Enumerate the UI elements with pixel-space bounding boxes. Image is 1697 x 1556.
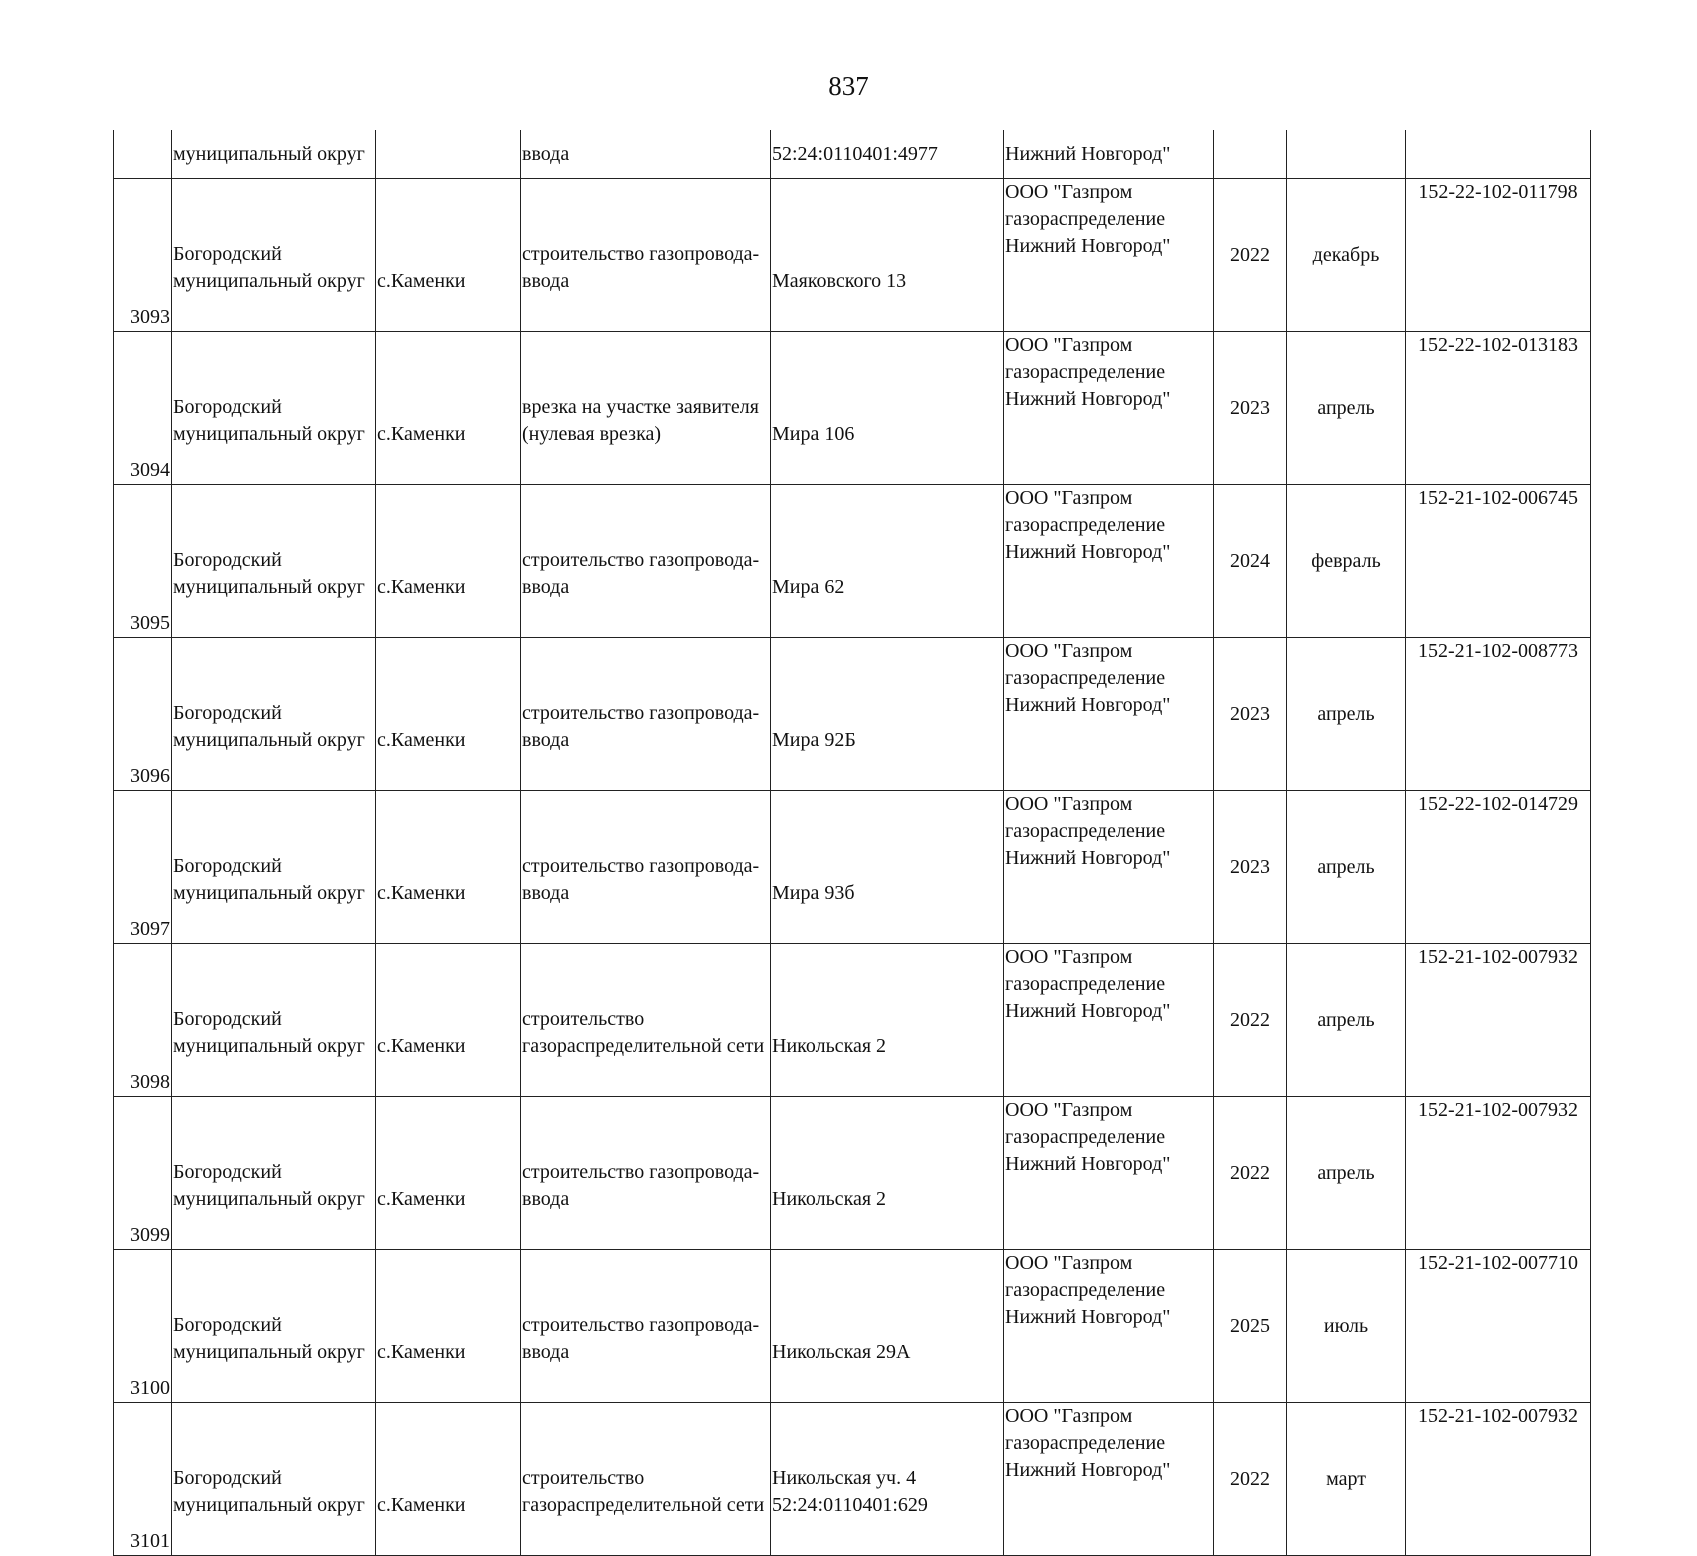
- operator-cell: [1004, 485, 1214, 638]
- year-cell: 2024: [1214, 485, 1287, 638]
- table-row: [114, 1403, 1591, 1556]
- locality-cell: с.Каменки: [376, 1097, 521, 1250]
- district-cell: [172, 179, 376, 332]
- cell-line: [772, 1006, 1002, 1033]
- locality-cell: с.Каменки: [376, 485, 521, 638]
- district-cell: [172, 638, 376, 791]
- row-number-cell: 3095: [114, 485, 172, 638]
- cell-line: Мира 92Б: [772, 729, 856, 751]
- row-number-cell: 3093: [114, 179, 172, 332]
- permit-code-cell: 152-22-102-011798: [1406, 179, 1591, 332]
- row-number-cell: 3099: [114, 1097, 172, 1250]
- cell-line: Богородский: [173, 1467, 282, 1489]
- row-number-cell: 3100: [114, 1250, 172, 1403]
- cell-line: [772, 853, 1002, 880]
- cell-line: Богородский: [173, 549, 282, 571]
- cell-line: газораспределение: [1005, 1126, 1166, 1148]
- cell-line: Нижний Новгород": [1005, 1459, 1171, 1481]
- table-row: [114, 1250, 1591, 1403]
- cell-line: муниципальный округ: [173, 1494, 365, 1516]
- cell-line: [772, 700, 1002, 727]
- month-cell: апрель: [1287, 1097, 1406, 1250]
- locality-cell: с.Каменки: [376, 1250, 521, 1403]
- locality-cell: с.Каменки: [376, 638, 521, 791]
- address-cell: [771, 1097, 1004, 1250]
- row-number-cell: [114, 130, 172, 179]
- address-cell: 52:24:0110401:4977: [771, 130, 1004, 179]
- table-body: [114, 130, 1591, 1556]
- cell-line: муниципальный округ: [173, 1188, 365, 1210]
- year-cell: 2022: [1214, 1097, 1287, 1250]
- row-number-cell: 3096: [114, 638, 172, 791]
- cell-line: ООО "Газпром: [1005, 1405, 1133, 1427]
- cell-line: строительство газопровода-: [522, 702, 760, 724]
- district-cell: [172, 332, 376, 485]
- district-cell: [172, 1250, 376, 1403]
- cell-line: ООО "Газпром: [1005, 640, 1133, 662]
- cell-line: Богородский: [173, 1314, 282, 1336]
- table-row-continuation: [114, 130, 1591, 179]
- cell-line: 52:24:0110401:629: [772, 1494, 928, 1516]
- district-cell: [172, 1097, 376, 1250]
- cell-line: Никольская 2: [772, 1035, 887, 1057]
- cell-line: муниципальный округ: [173, 576, 365, 598]
- cell-line: муниципальный округ: [173, 270, 365, 292]
- operator-cell: [1004, 1097, 1214, 1250]
- address-cell: [771, 1403, 1004, 1556]
- table-row: [114, 638, 1591, 791]
- table-row: [114, 179, 1591, 332]
- month-cell: март: [1287, 1403, 1406, 1556]
- district-cell: [172, 791, 376, 944]
- year-cell: 2023: [1214, 332, 1287, 485]
- cell-line: муниципальный округ: [173, 882, 365, 904]
- year-cell: 2025: [1214, 1250, 1287, 1403]
- district-cell: [172, 485, 376, 638]
- table-row: [114, 1097, 1591, 1250]
- operator-cell: [1004, 638, 1214, 791]
- cell-line: [772, 241, 1002, 268]
- cell-line: Мира 93б: [772, 882, 855, 904]
- cell-line: газораспределение: [1005, 361, 1166, 383]
- locality-cell: с.Каменки: [376, 944, 521, 1097]
- month-cell: декабрь: [1287, 179, 1406, 332]
- operator-cell: [1004, 1250, 1214, 1403]
- cell-line: газораспределение: [1005, 973, 1166, 995]
- operator-cell: [1004, 1403, 1214, 1556]
- cell-line: муниципальный округ: [173, 729, 365, 751]
- year-cell: 2022: [1214, 179, 1287, 332]
- locality-cell: с.Каменки: [376, 179, 521, 332]
- year-cell: 2022: [1214, 944, 1287, 1097]
- work-type-cell: [521, 332, 771, 485]
- year-cell: [1214, 130, 1287, 179]
- row-number-cell: 3098: [114, 944, 172, 1097]
- table-row: [114, 791, 1591, 944]
- cell-line: ООО "Газпром: [1005, 487, 1133, 509]
- code-cell: [1406, 130, 1591, 179]
- cell-line: Нижний Новгород": [1005, 694, 1171, 716]
- address-cell: [771, 332, 1004, 485]
- operator-cell: [1004, 179, 1214, 332]
- year-cell: 2023: [1214, 791, 1287, 944]
- month-cell: июль: [1287, 1250, 1406, 1403]
- cell-line: [772, 1159, 1002, 1186]
- cell-line: Мира 62: [772, 576, 845, 598]
- cell-line: ввода: [522, 729, 570, 751]
- cell-line: [772, 1312, 1002, 1339]
- work-type-cell: [521, 1097, 771, 1250]
- address-cell: [771, 1250, 1004, 1403]
- month-cell: апрель: [1287, 791, 1406, 944]
- page-number: 837: [828, 71, 869, 101]
- cell-line: Маяковского 13: [772, 270, 907, 292]
- cell-line: строительство газопровода-: [522, 855, 760, 877]
- cell-line: Богородский: [173, 1161, 282, 1183]
- cell-line: врезка на участке заявителя: [522, 396, 759, 418]
- cell-line: ввода: [522, 270, 570, 292]
- cell-line: Богородский: [173, 396, 282, 418]
- cell-line: Никольская уч. 4: [772, 1467, 917, 1489]
- cell-line: газораспределительной сети: [522, 1494, 765, 1516]
- year-cell: 2023: [1214, 638, 1287, 791]
- locality-cell: с.Каменки: [376, 332, 521, 485]
- month-cell: апрель: [1287, 332, 1406, 485]
- work-type-cell: [521, 485, 771, 638]
- cell-line: Нижний Новгород": [1005, 1153, 1171, 1175]
- cell-line: строительство: [522, 1008, 645, 1030]
- address-cell: [771, 485, 1004, 638]
- work-type-cell: [521, 791, 771, 944]
- month-cell: апрель: [1287, 638, 1406, 791]
- cell-line: ввода: [522, 1188, 570, 1210]
- cell-line: строительство: [522, 1467, 645, 1489]
- cell-line: Нижний Новгород": [1005, 388, 1171, 410]
- cell-line: газораспределение: [1005, 1279, 1166, 1301]
- address-cell: [771, 638, 1004, 791]
- cell-line: Нижний Новгород": [1005, 235, 1171, 257]
- work-type-cell: ввода: [521, 130, 771, 179]
- cell-line: ООО "Газпром: [1005, 181, 1133, 203]
- cell-line: Мира 106: [772, 423, 855, 445]
- locality-cell: [376, 130, 521, 179]
- permit-code-cell: 152-22-102-014729: [1406, 791, 1591, 944]
- cell-line: газораспределение: [1005, 667, 1166, 689]
- cell-line: Богородский: [173, 1008, 282, 1030]
- district-cell: [172, 1403, 376, 1556]
- address-cell: [771, 791, 1004, 944]
- cell-line: [772, 394, 1002, 421]
- work-type-cell: [521, 638, 771, 791]
- cell-line: строительство газопровода-: [522, 1314, 760, 1336]
- cell-line: Никольская 29А: [772, 1341, 911, 1363]
- address-cell: [771, 179, 1004, 332]
- table-row: [114, 485, 1591, 638]
- work-type-cell: [521, 179, 771, 332]
- work-type-cell: [521, 1403, 771, 1556]
- cell-line: муниципальный округ: [173, 1341, 365, 1363]
- address-cell: [771, 944, 1004, 1097]
- locality-cell: с.Каменки: [376, 1403, 521, 1556]
- cell-line: строительство газопровода-: [522, 1161, 760, 1183]
- cell-line: ООО "Газпром: [1005, 1252, 1133, 1274]
- cell-line: ООО "Газпром: [1005, 946, 1133, 968]
- cell-line: строительство газопровода-: [522, 243, 760, 265]
- permit-code-cell: 152-21-102-007710: [1406, 1250, 1591, 1403]
- cell-line: ООО "Газпром: [1005, 334, 1133, 356]
- permit-code-cell: 152-22-102-013183: [1406, 332, 1591, 485]
- cell-line: (нулевая врезка): [522, 423, 662, 445]
- permit-code-cell: 152-21-102-007932: [1406, 1403, 1591, 1556]
- row-number-cell: 3094: [114, 332, 172, 485]
- cell-line: газораспределение: [1005, 514, 1166, 536]
- work-type-cell: [521, 944, 771, 1097]
- cell-line: ввода: [522, 882, 570, 904]
- cell-line: газораспределительной сети: [522, 1035, 765, 1057]
- year-cell: 2022: [1214, 1403, 1287, 1556]
- permit-code-cell: 152-21-102-006745: [1406, 485, 1591, 638]
- month-cell: февраль: [1287, 485, 1406, 638]
- cell-line: муниципальный округ: [173, 1035, 365, 1057]
- cell-line: газораспределение: [1005, 208, 1166, 230]
- cell-line: Богородский: [173, 855, 282, 877]
- gas-works-table: [113, 130, 1591, 1556]
- permit-code-cell: 152-21-102-007932: [1406, 1097, 1591, 1250]
- row-number-cell: 3101: [114, 1403, 172, 1556]
- district-cell: муниципальный округ: [172, 130, 376, 179]
- month-cell: [1287, 130, 1406, 179]
- operator-cell: [1004, 791, 1214, 944]
- cell-line: Никольская 2: [772, 1188, 887, 1210]
- cell-line: [772, 547, 1002, 574]
- month-cell: апрель: [1287, 944, 1406, 1097]
- cell-line: ввода: [522, 576, 570, 598]
- table-row: [114, 332, 1591, 485]
- cell-line: Нижний Новгород": [1005, 1306, 1171, 1328]
- cell-line: Нижний Новгород": [1005, 1000, 1171, 1022]
- permit-code-cell: 152-21-102-008773: [1406, 638, 1591, 791]
- district-cell: [172, 944, 376, 1097]
- operator-cell: Нижний Новгород": [1004, 130, 1214, 179]
- cell-line: муниципальный округ: [173, 423, 365, 445]
- cell-line: Нижний Новгород": [1005, 541, 1171, 563]
- work-type-cell: [521, 1250, 771, 1403]
- locality-cell: с.Каменки: [376, 791, 521, 944]
- cell-line: Богородский: [173, 243, 282, 265]
- cell-line: ООО "Газпром: [1005, 793, 1133, 815]
- cell-line: ввода: [522, 1341, 570, 1363]
- cell-line: газораспределение: [1005, 820, 1166, 842]
- row-number-cell: 3097: [114, 791, 172, 944]
- cell-line: газораспределение: [1005, 1432, 1166, 1454]
- permit-code-cell: 152-21-102-007932: [1406, 944, 1591, 1097]
- cell-line: Нижний Новгород": [1005, 847, 1171, 869]
- operator-cell: [1004, 332, 1214, 485]
- cell-line: Богородский: [173, 702, 282, 724]
- table-row: [114, 944, 1591, 1097]
- cell-line: строительство газопровода-: [522, 549, 760, 571]
- operator-cell: [1004, 944, 1214, 1097]
- cell-line: ООО "Газпром: [1005, 1099, 1133, 1121]
